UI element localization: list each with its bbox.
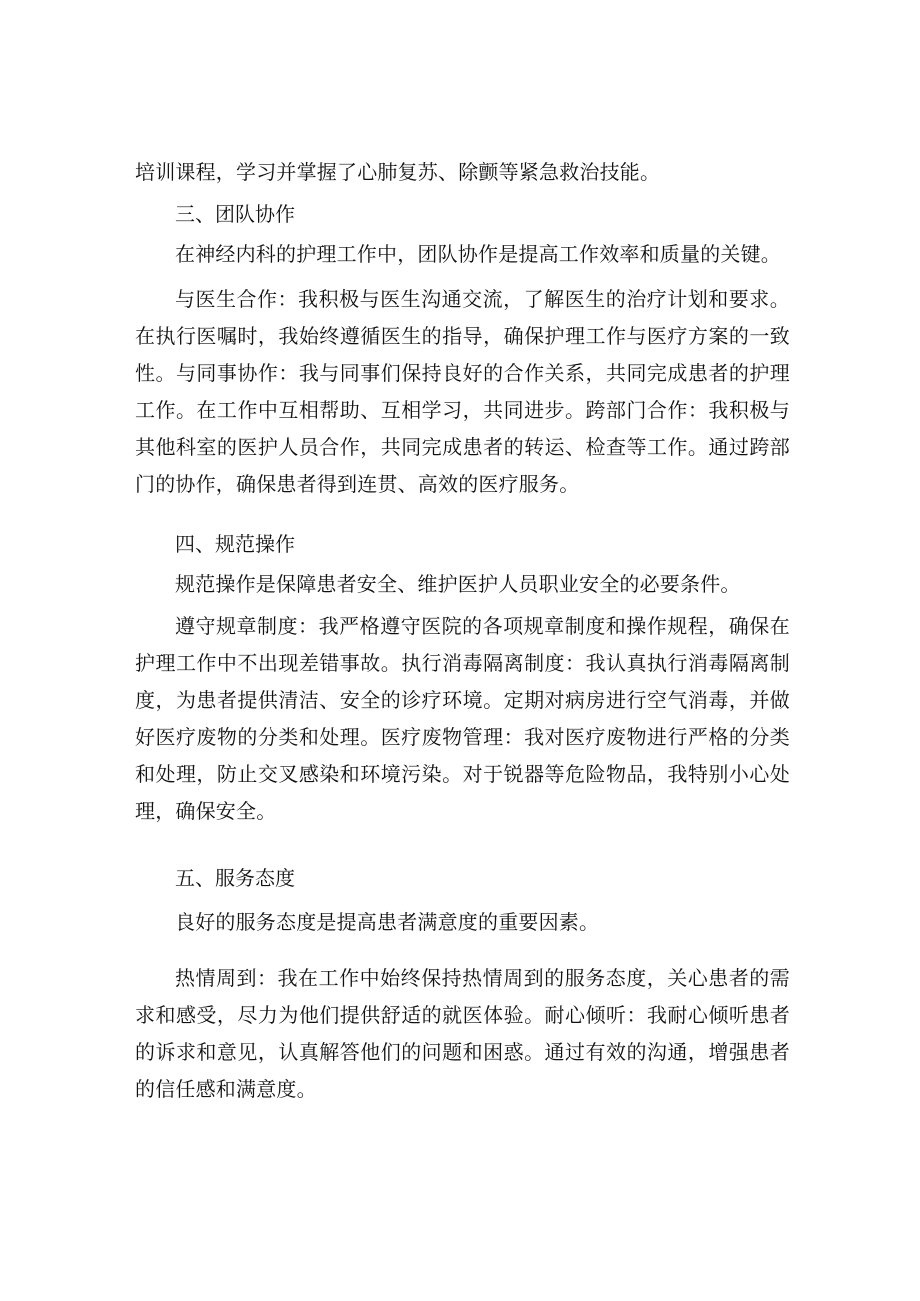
- section-heading-teamwork: 三、团队协作: [175, 202, 295, 226]
- paragraph-standard-body: 遵守规章制度：我严格遵守医院的各项规章制度和操作规程，确保在护理工作中不出现差错事故。执行消毒隔离制度：我认真执行消毒隔离制度，为患者提供清洁、安全的诊疗环境。定期对病房进行空气消毒，并做好医疗废物的分类和处理。医疗废物管理：我对医疗废物进行严格的分类和处理，防止交叉感染和环境污染。对于锐器等危险物品，我特别小心处理，确保安全。: [135, 614, 790, 823]
- paragraph-service-body: 热情周到：我在工作中始终保持热情周到的服务态度，关心患者的需求和感受，尽力为他们提供舒适的就医体验。耐心倾听：我耐心倾听患者的诉求和意见，认真解答他们的问题和困惑。通过有效的沟通，增强患者的信任感和满意度。: [135, 966, 790, 1101]
- section-heading-service: 五、服务态度: [175, 866, 295, 890]
- paragraph-training-end: 培训课程，学习并掌握了心肺复苏、除颤等紧急救治技能。: [135, 160, 661, 184]
- paragraph-teamwork-intro: 在神经内科的护理工作中，团队协作是提高工作效率和质量的关键。: [175, 242, 781, 266]
- paragraph-standard-intro: 规范操作是保障患者安全、维护医护人员职业安全的必要条件。: [175, 572, 741, 596]
- paragraph-teamwork-body: 与医生合作：我积极与医生沟通交流，了解医生的治疗计划和要求。在执行医嘱时，我始终遵循医生的指导，确保护理工作与医疗方案的一致性。与同事协作：我与同事们保持良好的合作关系，共同完成患者的护理工作。在工作中互相帮助、互相学习，共同进步。跨部门合作：我积极与其他科室的医护人员合作，共同完成患者的转运、检查等工作。通过跨部门的协作，确保患者得到连贯、高效的医疗服务。: [135, 287, 790, 496]
- section-heading-standard: 四、规范操作: [175, 532, 295, 556]
- paragraph-service-intro: 良好的服务态度是提高患者满意度的重要因素。: [175, 910, 600, 934]
